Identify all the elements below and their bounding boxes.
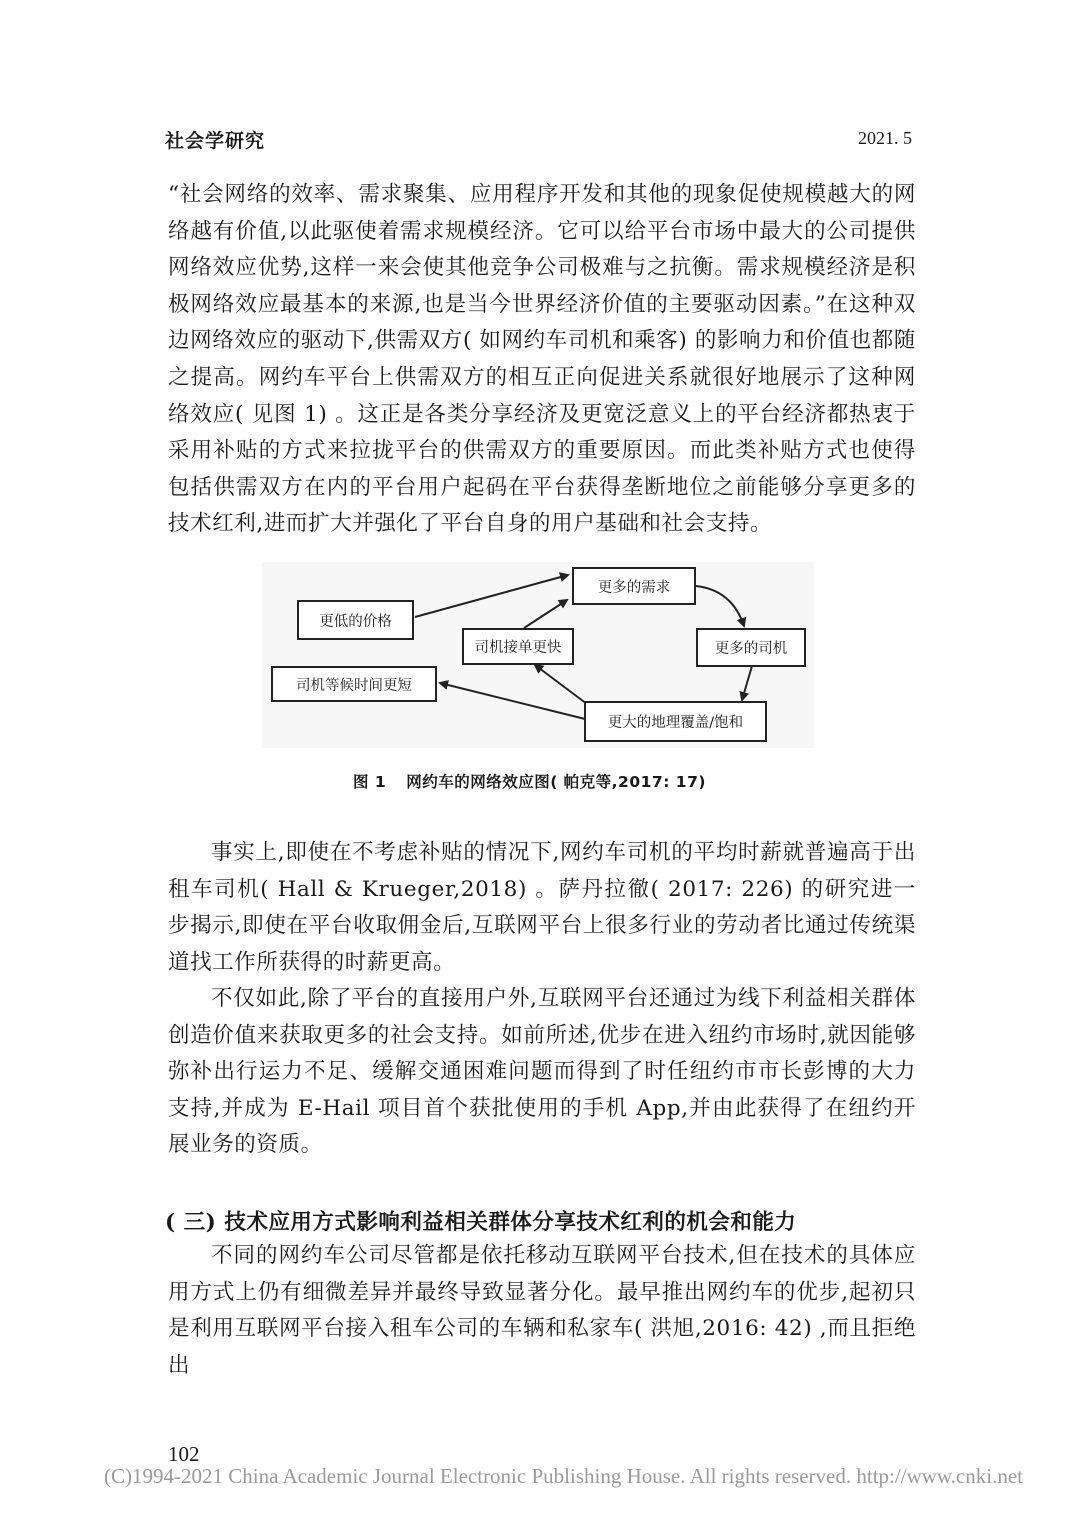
- arrow-demand-to-drivers: [696, 586, 744, 626]
- node-faster-pickup: 司机接单更快: [462, 628, 574, 665]
- paragraph: 事实上,即使在不考虑补贴的情况下,网约车司机的平均时薪就普遍高于出租车司机( Hall & Krueger,2018) 。萨丹拉徹( 2017: 226) 的研究进一步揭示,即使在平台收取佣金后,互联网平台上很多行业的劳动者比通过传统渠道找工作所获得的时薪更高。: [168, 840, 916, 975]
- issue-date: 2021. 5: [858, 128, 912, 148]
- journal-title: 社会学研究: [165, 130, 266, 152]
- node-lower-price: 更低的价格: [297, 600, 414, 640]
- paragraph: “社会网络的效率、需求聚集、应用程序开发和其他的现象促使规模越大的网络越有价值,以此驱使着需求规模经济。它可以给平台市场中最大的公司提供网络效应优势,这样一来会使其他竞争公司极难与之抗衡。需求规模经济是积极网络效应最基本的来源,也是当今世界经济价值的主要驱动因素。”在这种双边网络效应的驱动下,供需双方( 如网约车司机和乘客) 的影响力和价值也都随之提高。网约车平台上供需双方的相互正向促进关系就很好地展示了这种网络效应( 见图 1) 。这正是各类分享经济及更宽泛意义上的平台经济都热衷于采用补贴的方式来拉拢平台的供需双方的重要原因。而此类补贴方式也使得包括供需双方在内的平台用户起码在平台获得垄断地位之前能够分享更多的技术红利,进而扩大并强化了平台自身的用户基础和社会支持。: [168, 182, 916, 537]
- node-shorter-wait: 司机等候时间更短: [271, 666, 437, 702]
- figure-caption: [353, 770, 706, 792]
- copyright-footer: (C)1994-2021 China Academic Journal Electronic Publishing House. All rights reserved. http://www.cnki.net: [104, 1464, 1023, 1488]
- paragraph: 不仅如此,除了平台的直接用户外,互联网平台还通过为线下利益相关群体创造价值来获取更多的社会支持。如前所述,优步在进入纽约市场时,就因能够弥补出行运力不足、缓解交通困难问题而得到了时任纽约市市长彭博的大力支持,并成为 E-Hail 项目首个获批使用的手机 App,并由此获得了在纽约开展业务的资质。: [168, 986, 916, 1158]
- figure-number: 图 1: [353, 773, 387, 791]
- node-more-demand: 更多的需求: [572, 567, 696, 605]
- network-effect-figure: [262, 562, 814, 748]
- node-bigger-coverage: 更大的地理覆盖/饱和: [584, 701, 767, 742]
- arrow-coverage-to-wait: [440, 683, 585, 719]
- arrow-pickup-to-demand: [524, 600, 567, 628]
- figure-caption-text: 网约车的网络效应图( 帕克等,2017: 17): [406, 773, 706, 791]
- paragraph: 不同的网约车公司尽管都是依托移动互联网平台技术,但在技术的具体应用方式上仍有细微差异并最终导致显著分化。最早推出网约车的优步,起初只是利用互联网平台接入租车公司的车辆和私家车( 洪旭,2016: 42) ,而且拒绝出: [168, 1243, 916, 1378]
- arrow-price-to-demand: [415, 575, 568, 617]
- node-more-drivers: 更多的司机: [696, 628, 806, 667]
- page-number: 102: [168, 1442, 200, 1466]
- arrow-drivers-to-coverage: [742, 666, 752, 700]
- arrow-coverage-to-pickup: [535, 665, 587, 704]
- section-heading: ( 三) 技术应用方式影响利益相关群体分享技术红利的机会和能力: [165, 1210, 797, 1235]
